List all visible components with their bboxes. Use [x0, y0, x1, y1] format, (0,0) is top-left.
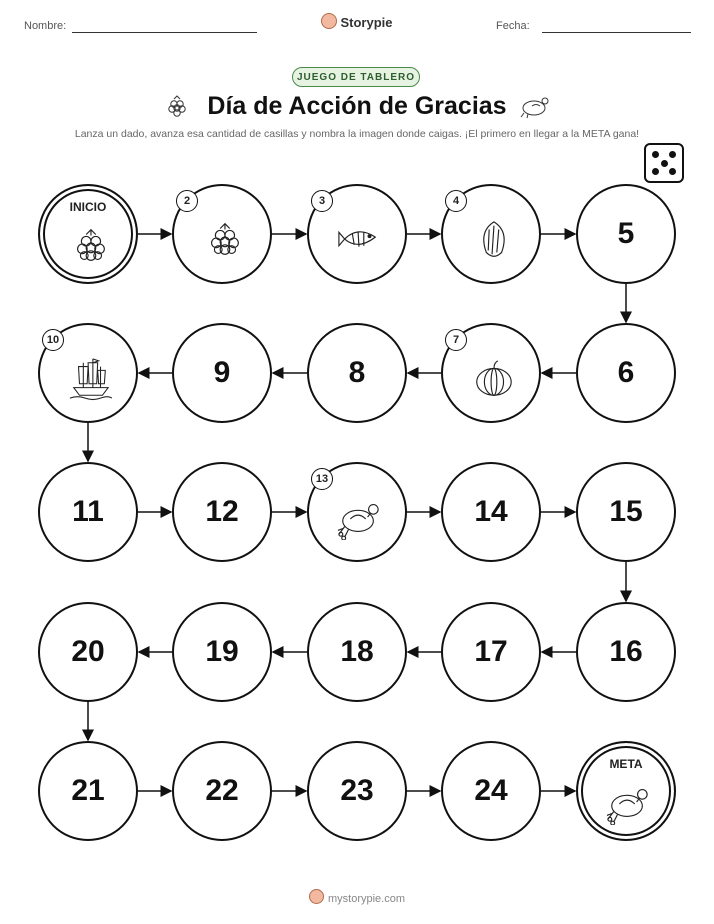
- name-label: Nombre:: [24, 20, 67, 32]
- square-number: 6: [617, 356, 635, 389]
- date-label: Fecha:: [496, 20, 530, 32]
- square-number: 16: [609, 635, 643, 668]
- board-square: [576, 323, 676, 423]
- fish-icon: [337, 218, 381, 262]
- square-number: 15: [609, 495, 643, 528]
- board-square: [576, 462, 676, 562]
- square-number: 23: [340, 774, 374, 807]
- square-number-tag: 7: [445, 329, 467, 351]
- board-square: [172, 602, 272, 702]
- square-number: 9: [213, 356, 231, 389]
- board-square: [307, 741, 407, 841]
- page-title: Día de Acción de Gracias: [207, 92, 507, 120]
- storypie-logo-icon: [309, 889, 324, 904]
- square-number: 17: [474, 635, 508, 668]
- board-square: [441, 741, 541, 841]
- footer-url: mystorypie.com: [327, 893, 406, 905]
- turkey-icon: [606, 781, 650, 825]
- square-number: 12: [205, 495, 239, 528]
- square-number-tag: 3: [311, 190, 333, 212]
- board-square: [441, 462, 541, 562]
- board-square: [307, 602, 407, 702]
- goal-label: META: [609, 757, 643, 771]
- board-square: [38, 741, 138, 841]
- square-number: 5: [617, 217, 635, 250]
- brand-name: Storypie: [340, 15, 393, 30]
- start-label: INICIO: [69, 200, 107, 214]
- board-square: [441, 602, 541, 702]
- seed-icon: [471, 218, 515, 262]
- square-number-tag: 2: [176, 190, 198, 212]
- square-number: 14: [474, 495, 508, 528]
- goal-square: [576, 741, 676, 841]
- board-square: [38, 462, 138, 562]
- square-number: 11: [72, 495, 104, 528]
- footer: [0, 889, 714, 905]
- square-number-tag: 10: [42, 329, 64, 351]
- board-square: [172, 741, 272, 841]
- game-type-badge: JUEGO DE TABLERO: [292, 67, 420, 87]
- square-number: 18: [340, 635, 374, 668]
- pumpkin-icon: [471, 357, 515, 401]
- square-number: 24: [474, 774, 508, 807]
- raspberry-icon: [202, 218, 246, 262]
- board-square: [172, 462, 272, 562]
- board-square: [172, 323, 272, 423]
- square-number: 22: [205, 774, 239, 807]
- board-square: [307, 323, 407, 423]
- square-number: 8: [348, 356, 366, 389]
- square-number: 20: [71, 635, 105, 668]
- board-square: [38, 602, 138, 702]
- start-square: [38, 184, 138, 284]
- ship-icon: [68, 357, 112, 401]
- raspberry-icon: [68, 224, 112, 268]
- turkey-icon: [337, 496, 381, 540]
- square-number-tag: 4: [445, 190, 467, 212]
- instructions: Lanza un dado, avanza esa cantidad de casillas y nombra la imagen donde caigas. ¡El primero en llegar a la META gana!: [74, 128, 640, 140]
- board-square: [576, 184, 676, 284]
- square-number: 21: [71, 774, 105, 807]
- square-number-tag: 13: [311, 468, 333, 490]
- board-square: [576, 602, 676, 702]
- square-number: 19: [205, 635, 239, 668]
